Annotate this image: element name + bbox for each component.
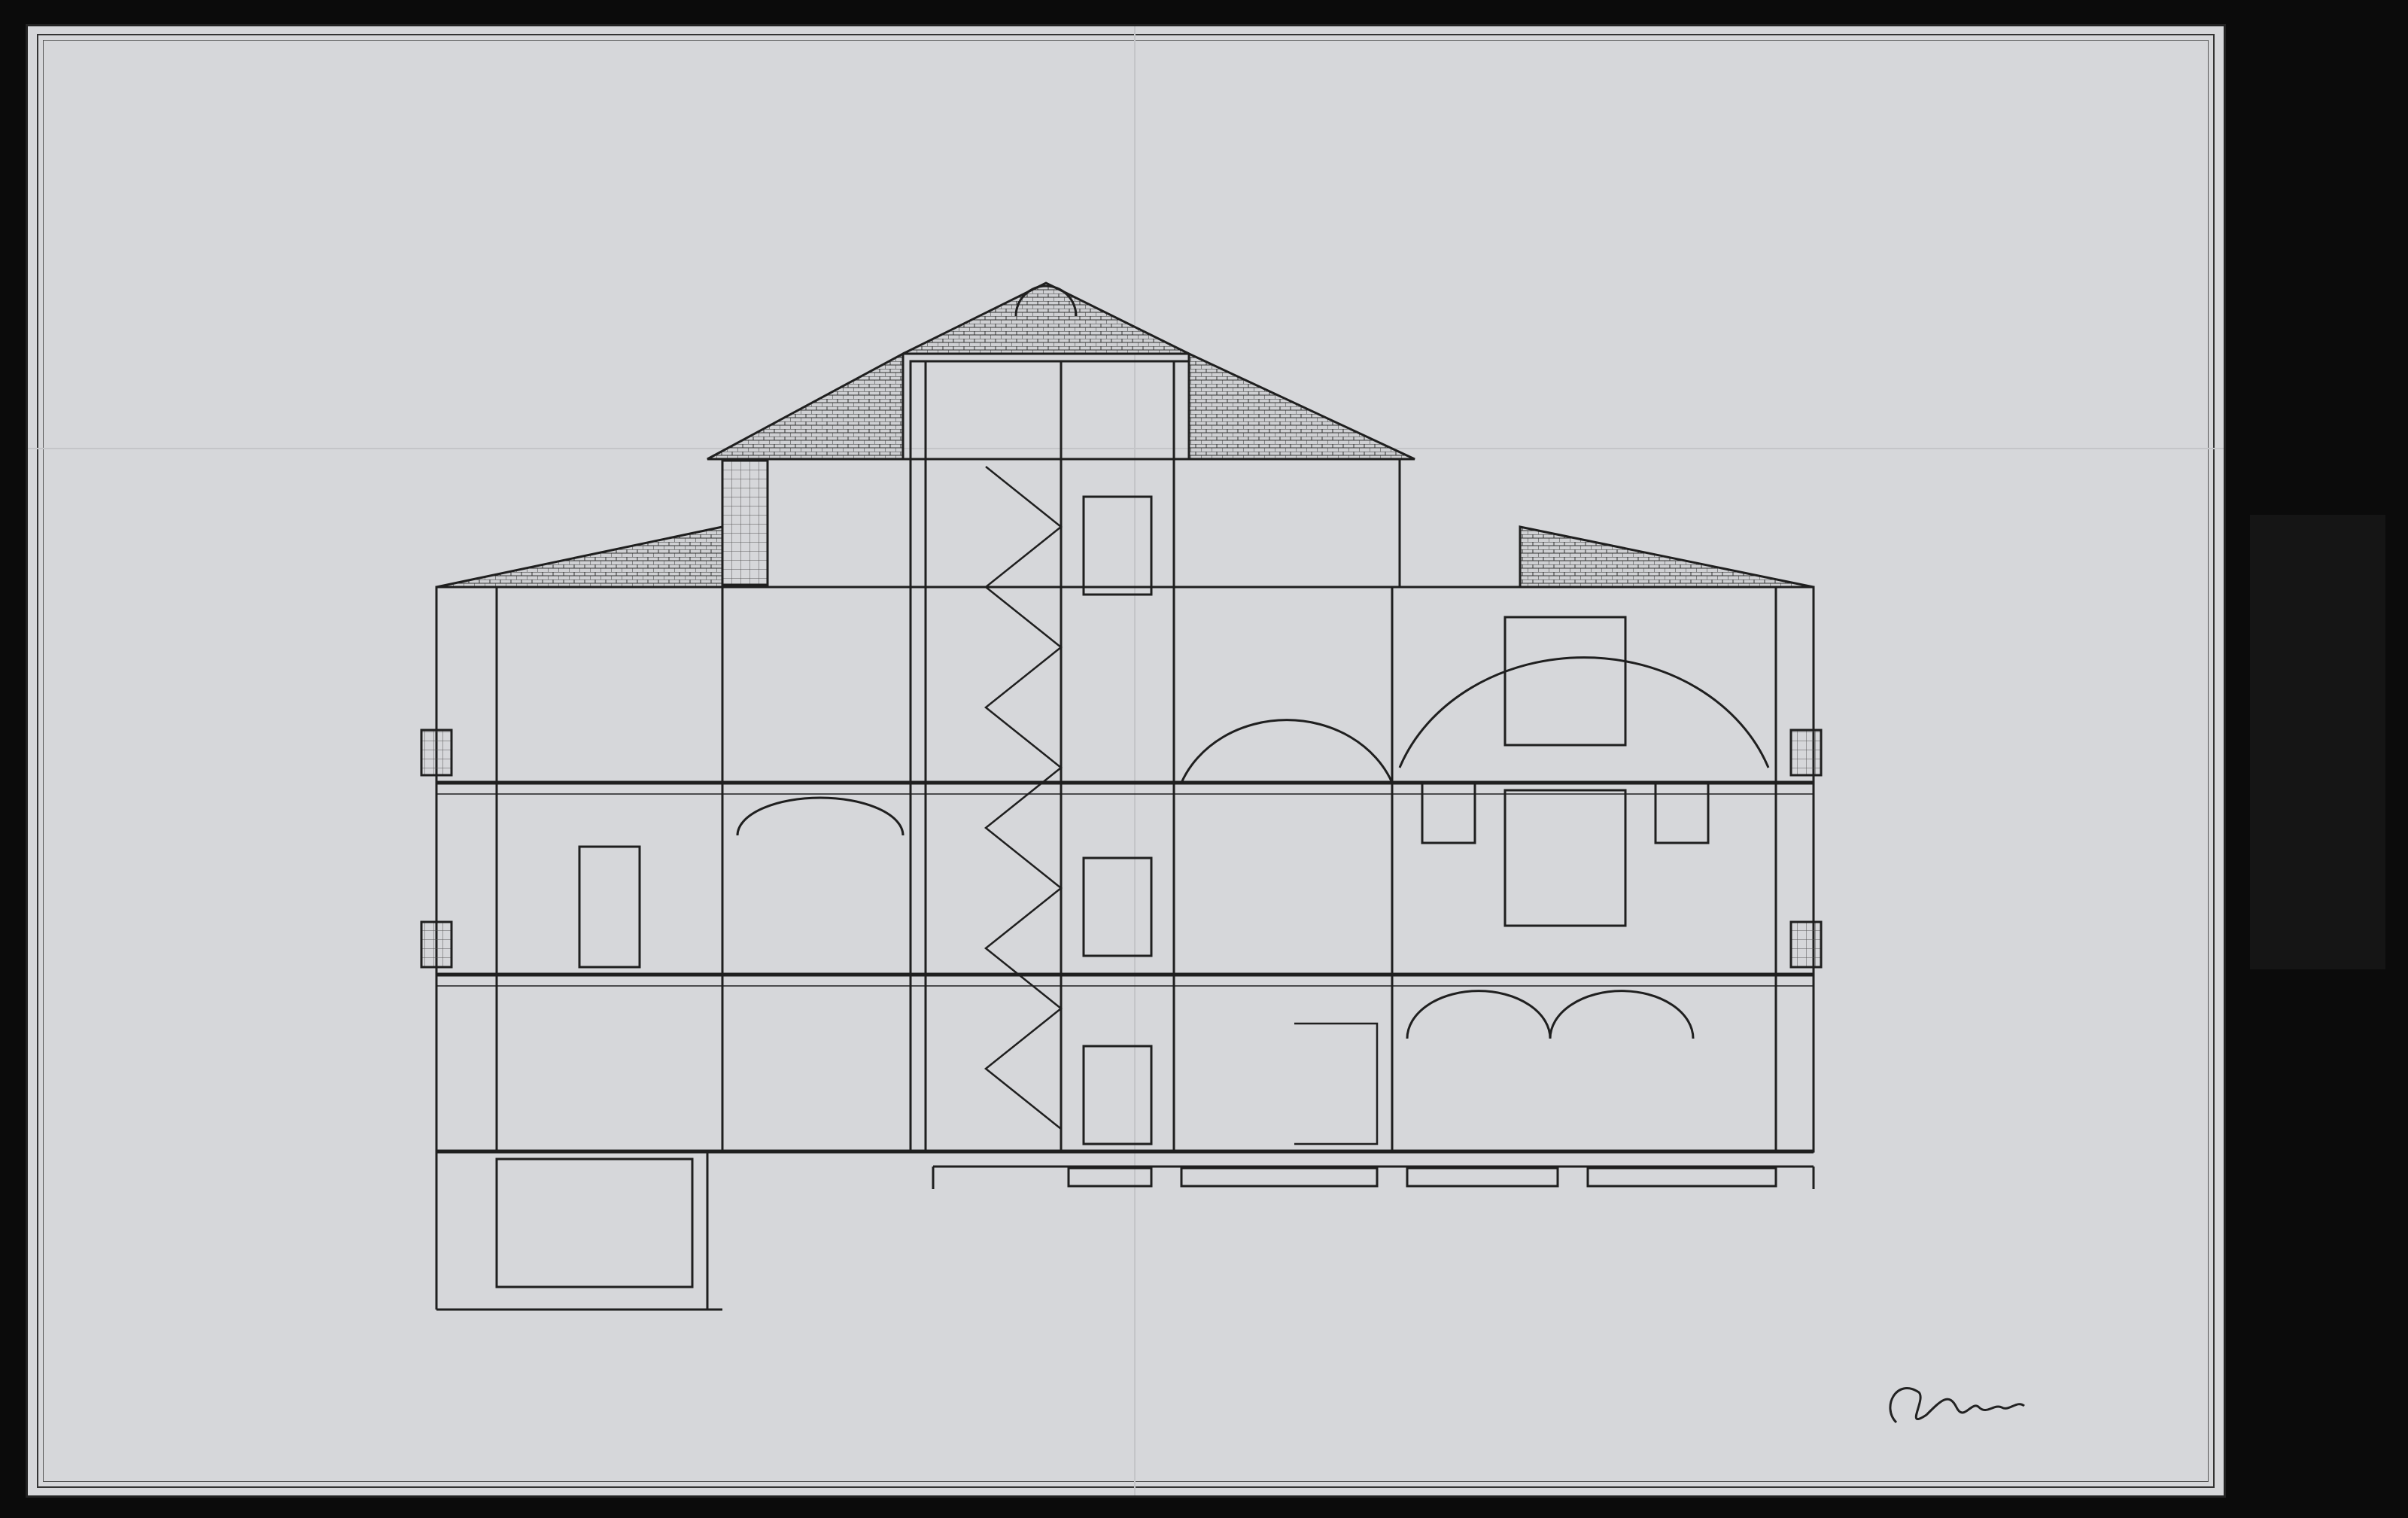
main-body <box>436 587 1814 1151</box>
hall-arch <box>1400 658 1768 768</box>
main-stair <box>986 467 1061 1129</box>
coat-of-arms-panel <box>1505 617 1625 745</box>
far-left-roof <box>436 527 722 587</box>
left-roof <box>707 354 903 459</box>
architect-signature <box>1874 1362 2039 1453</box>
attic-floor <box>911 361 1189 459</box>
door <box>1084 858 1151 956</box>
ground-arches <box>1407 991 1693 1039</box>
central-gable <box>903 283 1189 354</box>
dome-arch <box>1181 720 1392 783</box>
lower-stair <box>1294 1024 1377 1144</box>
door <box>1084 1046 1151 1144</box>
far-right-roof <box>1520 527 1814 587</box>
vault <box>737 798 903 835</box>
door <box>579 847 640 967</box>
door <box>1084 497 1151 595</box>
attic-grid <box>722 461 768 585</box>
right-roof <box>1189 354 1415 459</box>
altar-panel <box>1505 790 1625 926</box>
kodak-label-wrap <box>2262 807 2292 942</box>
